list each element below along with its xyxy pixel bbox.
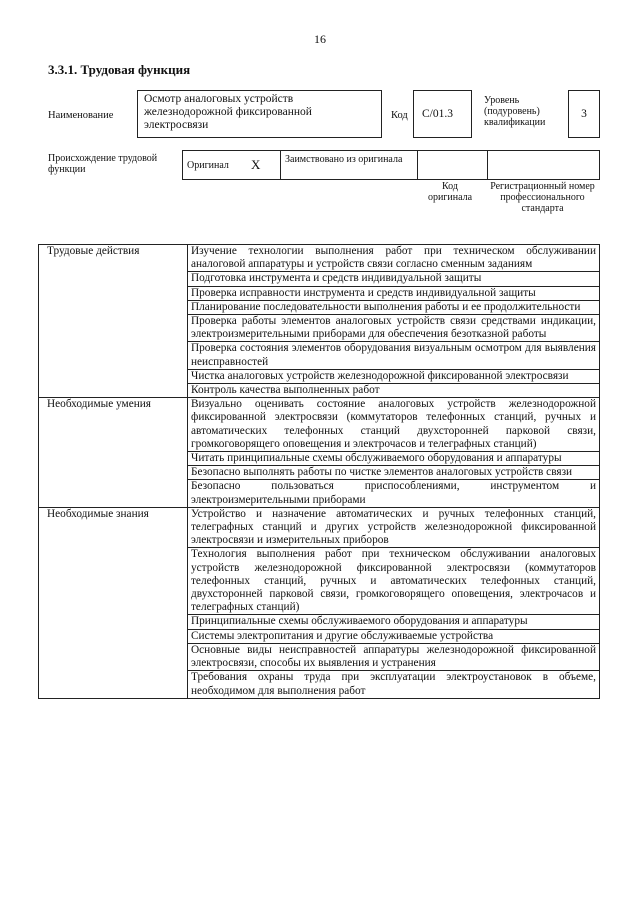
name-label: Наименование [48,110,114,121]
table-row [39,507,600,548]
reg-number-caption: Регистрационный номер профессионального стандарта [490,181,595,214]
group-item: Безопасно пользоваться приспособлениями, инструментом и электроизмерительными приборами [188,480,600,507]
group-item: Системы электропитания и другие обслуживаемые устройства [188,629,600,643]
group-item: Визуально оценивать состояние аналоговых устройств железнодорожной фиксированной электросвязи (коммутаторов телефонных станций, ручных и автоматических телефонных станций двухсторонней парковой связи, громкоговорящего оповещения и электрочасов и телеграфных станций) [188,398,600,452]
group-item: Чистка аналоговых устройств железнодорожной фиксированной электросвязи [188,369,600,383]
group-title: Необходимые знания [39,507,188,698]
borrowed-label: Заимствовано из оригинала [285,154,403,165]
function-table [38,244,600,699]
section-title: 3.3.1. Трудовая функция [48,62,191,77]
group-item: Планирование последовательности выполнения работы и ее продолжительности [188,300,600,314]
group-item: Читать принципиальные схемы обслуживаемого оборудования и аппаратуры [188,452,600,466]
code-label: Код [391,110,408,121]
group-item: Проверка состояния элементов оборудования визуальным осмотром для выявления неисправностей [188,342,600,369]
level-label: Уровень (подуровень) квалификации [484,95,546,128]
group-item: Контроль качества выполненных работ [188,384,600,398]
page-number: 16 [314,32,326,46]
group-item: Требования охраны труда при эксплуатации электроустановок в объеме, необходимом для выполнения работ [188,671,600,698]
group-item: Устройство и назначение автоматических и ручных телефонных станций, телеграфных станций и других устройств железнодорожной фиксированной электросвязи и измерительных приборов [188,507,600,548]
group-item: Основные виды неисправностей аппаратуры железнодорожной фиксированной электросвязи, способы их выявления и устранения [188,643,600,670]
code-original-caption: Код оригинала [427,181,473,203]
group-item: Подготовка инструмента и средств индивидуальной защиты [188,272,600,286]
group-item: Проверка исправности инструмента и средств индивидуальной защиты [188,286,600,300]
group-title: Трудовые действия [39,245,188,398]
group-item: Безопасно выполнять работы по чистке элементов аналоговых устройств связи [188,466,600,480]
group-item: Изучение технологии выполнения работ при техническом обслуживании аналоговой аппаратуры и устройств связи согласно сменным заданиям [188,245,600,272]
original-mark: X [251,157,261,172]
name-value: Осмотр аналоговых устройств железнодорожной фиксированной электросвязи [137,90,382,138]
code-value: С/01.3 [413,90,472,138]
original-label: Оригинал [187,160,229,171]
group-item: Технология выполнения работ при техническом обслуживании аналоговых устройств железнодорожной фиксированной электросвязи (коммутаторов телефонных станций, ручных и автоматических телефонных станций, двухсторонней парковой связи, громкоговорящего оповещения, электрочасов и телеграфных станций) [188,548,600,615]
table-row [39,398,600,452]
group-item: Проверка работы элементов аналоговых устройств связи средствами индикации, электроизмерительными приборами для обеспечения безотказной работы [188,315,600,342]
group-item: Принципиальные схемы обслуживаемого оборудования и аппаратуры [188,615,600,629]
level-value: 3 [568,90,600,138]
group-title: Необходимые умения [39,398,188,508]
origin-label: Происхождение трудовой функции [48,153,158,175]
table-row [39,245,600,272]
